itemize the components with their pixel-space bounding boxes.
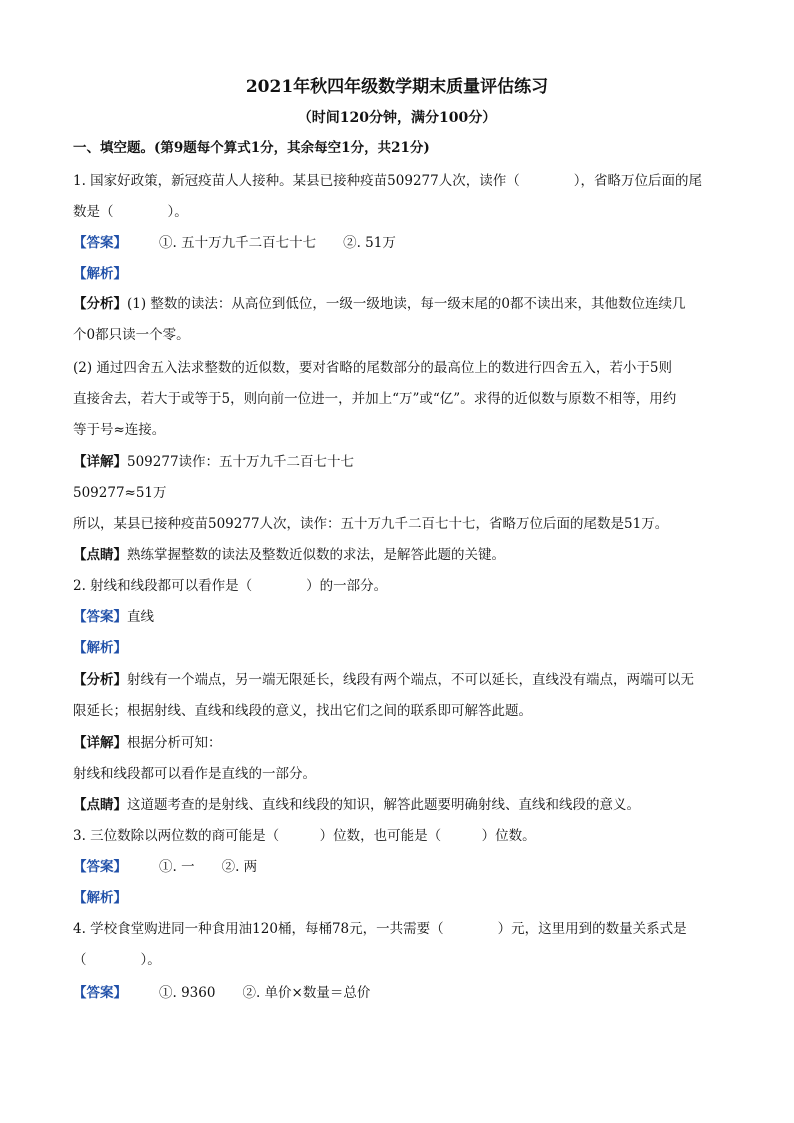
answer-tag: 【答案】 (73, 985, 127, 1001)
answer-text: ①. 9360 ②. 单价×数量＝总价 (159, 985, 371, 1001)
q2-analysis-tag: 【解析】 (73, 640, 127, 656)
q2-detail-line2: 射线和线段都可以看作是直线的一部分。 (73, 766, 316, 782)
q2-fenxi-line2: 限延长；根据射线、直线和线段的意义，找出它们之间的联系即可解答此题。 (73, 703, 532, 719)
q1-fenxi-line1 (73, 294, 686, 314)
section-heading: 一、填空题。(第9题每个算式1分，其余每空1分，共21分) (73, 140, 430, 156)
answer-tag: 【答案】 (73, 609, 127, 625)
document-title: 2021年秋四年级数学期末质量评估练习 (245, 77, 549, 97)
detail-tag: 【详解】 (73, 735, 127, 751)
point-tag: 【点睛】 (73, 547, 127, 563)
q4-answer (73, 983, 370, 1003)
q1-detail-line2: 509277≈51万 (73, 485, 167, 501)
document-subtitle: （时间120分钟，满分100分） (297, 110, 497, 126)
q4-text-line2: （ ）。 (73, 952, 161, 968)
q1-answer (73, 233, 396, 253)
q1-detail-line1 (73, 452, 354, 472)
q2-answer (73, 607, 154, 627)
fenxi-text: 射线有一个端点，另一端无限延长，线段有两个端点，不可以延长，直线没有端点，两端可以无 (127, 672, 694, 688)
q2-text-line1: 2. 射线和线段都可以看作是（ ）的一部分。 (73, 578, 388, 594)
q2-fenxi-line1 (73, 670, 694, 690)
answer-text: 直线 (127, 609, 154, 625)
answer-tag: 【答案】 (73, 859, 127, 875)
q1-fenxi-line2: 个0都只读一个零。 (73, 327, 190, 343)
answer-text: ①. 一 ②. 两 (159, 859, 258, 875)
q1-text-line1: 1. 国家好政策，新冠疫苗人人接种。某县已接种疫苗509277人次，读作（ ），省略万位后面的尾 (73, 173, 702, 189)
point-text: 熟练掌握整数的读法及整数近似数的求法，是解答此题的关键。 (127, 547, 505, 563)
q1-analysis-tag: 【解析】 (73, 266, 127, 282)
fenxi-text: (1) 整数的读法：从高位到低位，一级一级地读，每一级末尾的0都不读出来，其他数位连续几 (127, 296, 686, 312)
q1-text-line2: 数是（ ）。 (73, 204, 188, 220)
q1-fenxi-line3: (2) 通过四舍五入法求整数的近似数，要对省略的尾数部分的最高位上的数进行四舍五入，若小于5则 (73, 360, 673, 376)
q3-analysis-tag: 【解析】 (73, 890, 127, 906)
q3-text-line1: 3. 三位数除以两位数的商可能是（ ）位数，也可能是（ ）位数。 (73, 828, 536, 844)
q2-detail-line1 (73, 733, 222, 753)
detail-text: 509277读作：五十万九千二百七十七 (127, 454, 355, 470)
fenxi-tag: 【分析】 (73, 296, 127, 312)
q2-point (73, 795, 640, 815)
point-tag: 【点睛】 (73, 797, 127, 813)
q1-point (73, 545, 505, 565)
q1-fenxi-line5: 等于号≈连接。 (73, 422, 166, 438)
detail-text: 根据分析可知： (127, 735, 222, 751)
answer-text: ①. 五十万九千二百七十七 ②. 51万 (159, 235, 396, 251)
q3-answer (73, 857, 257, 877)
answer-tag: 【答案】 (73, 235, 127, 251)
point-text: 这道题考查的是射线、直线和线段的知识，解答此题要明确射线、直线和线段的意义。 (127, 797, 640, 813)
q1-fenxi-line4: 直接舍去，若大于或等于5，则向前一位进一，并加上“万”或“亿”。求得的近似数与原数不相等，用约 (73, 391, 677, 407)
q4-text-line1: 4. 学校食堂购进同一种食用油120桶，每桶78元，一共需要（ ）元，这里用到的数量关系式是 (73, 921, 687, 937)
fenxi-tag: 【分析】 (73, 672, 127, 688)
q1-detail-line3: 所以，某县已接种疫苗509277人次，读作：五十万九千二百七十七，省略万位后面的尾数是51万。 (73, 516, 669, 532)
detail-tag: 【详解】 (73, 454, 127, 470)
